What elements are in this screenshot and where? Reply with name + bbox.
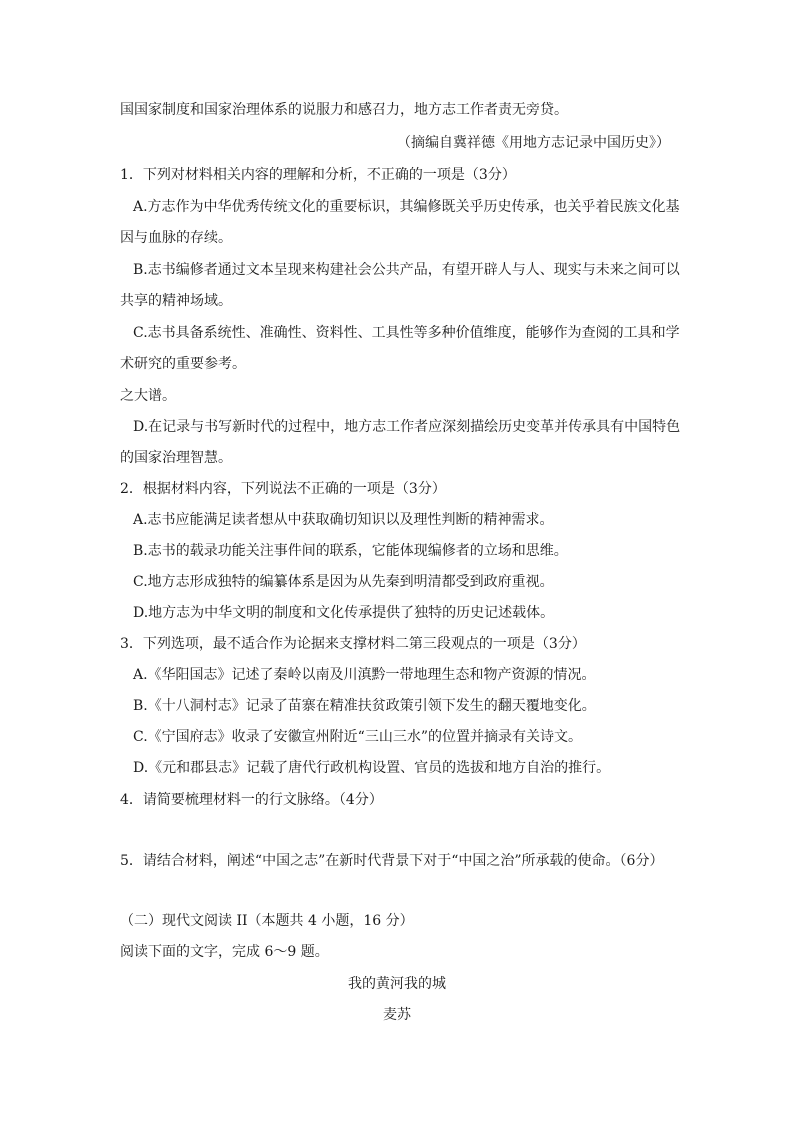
q2-option-a: A.志书应能满足读者想从中获取确切知识以及理性判断的精神需求。 — [133, 512, 554, 528]
q1-option-c-cont: 术研究的重要参考。 — [120, 356, 246, 372]
q3-option-a: A.《华阳国志》记述了秦岭以南及川滇黔一带地理生态和物产资源的情况。 — [133, 667, 596, 683]
article-author: 麦苏 — [383, 1007, 411, 1023]
q3-option-d: D.《元和郡县志》记载了唐代行政机构设置、官员的选拔和地方自治的推行。 — [133, 760, 611, 776]
question-5-stem: 5．请结合材料，阐述“中国之志”在新时代背景下对于“中国之治”所承载的使命。（6分） — [120, 853, 664, 869]
q3-option-b: B.《十八洞村志》记录了苗寨在精准扶贫政策引领下发生的翻天覆地变化。 — [133, 698, 596, 714]
intro-text: 国国家制度和国家治理体系的说服力和感召力，地方志工作者责无旁贷。 — [120, 102, 568, 118]
q1-option-a: A.方志作为中华优秀传统文化的重要标识，其编修既关乎历史传承，也关乎着民族文化基 — [133, 199, 680, 215]
q2-option-c: C.地方志形成独特的编纂体系是因为从先秦到明清都受到政府重视。 — [133, 574, 554, 590]
source-citation: （摘编自冀祥德《用地方志记录中国历史》） — [397, 135, 670, 151]
q1-option-b: B.志书编修者通过文本呈现来构建社会公共产品，有望开辟人与人、现实与未来之间可以 — [133, 262, 680, 278]
section-2-instruction: 阅读下面的文字，完成 6～9 题。 — [120, 944, 329, 960]
question-2-stem: 2．根据材料内容，下列说法不正确的一项是（3分） — [120, 481, 446, 497]
q1-option-d: D.在记录与书写新时代的过程中，地方志工作者应深刻描绘历史变革并传承具有中国特色 — [133, 419, 681, 435]
article-title: 我的黄河我的城 — [348, 976, 446, 992]
q1-option-d-cont: 的国家治理智慧。 — [120, 450, 232, 466]
question-1-stem: 1．下列对材料相关内容的理解和分析，不正确的一项是（3分） — [120, 167, 516, 183]
question-3-stem: 3．下列选项，最不适合作为论据来支撑材料二第三段观点的一项是（3分） — [120, 636, 586, 652]
q1-option-a-cont: 因与血脉的存续。 — [120, 230, 232, 246]
q2-option-b: B.志书的载录功能关注事件间的联系，它能体现编修者的立场和思维。 — [133, 543, 568, 559]
stray-text: 之大谱。 — [120, 388, 176, 404]
section-2-header: （二）现代文阅读 II（本题共 4 小题，16 分） — [120, 913, 414, 929]
q1-option-c: C.志书具备系统性、准确性、资料性、工具性等多种价值维度，能够作为查阅的工具和学 — [133, 325, 680, 341]
q3-option-c: C.《宁国府志》收录了安徽宣州附近“三山三水”的位置并摘录有关诗文。 — [133, 729, 582, 745]
q1-option-b-cont: 共享的精神场域。 — [120, 293, 232, 309]
question-4-stem: 4．请简要梳理材料一的行文脉络。（4分） — [120, 792, 383, 808]
q2-option-d: D.地方志为中华文明的制度和文化传承提供了独特的历史记述载体。 — [133, 605, 555, 621]
